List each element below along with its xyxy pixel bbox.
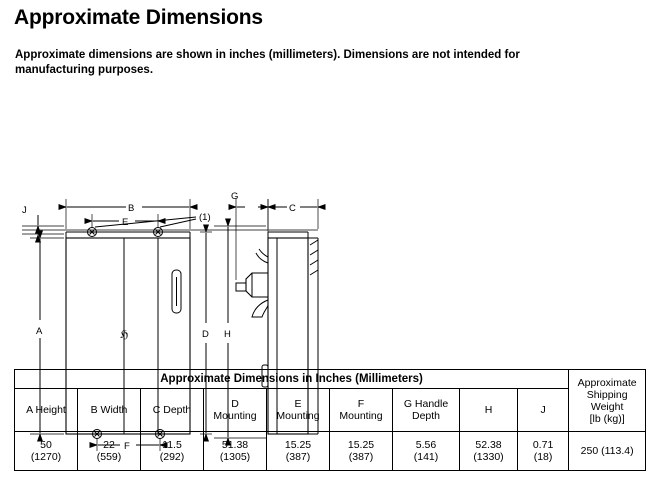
- label-a: A: [36, 326, 43, 337]
- value-e: 15.25 (387): [267, 432, 330, 471]
- column-header-a: A Height: [15, 389, 78, 432]
- value-d: 51.38 (1305): [204, 432, 267, 471]
- label-b: B: [128, 203, 135, 214]
- shipping-header-line-4: [lb (kg)]: [589, 412, 625, 425]
- column-header-c: C Depth: [141, 389, 204, 432]
- dimensions-table: [14, 369, 646, 471]
- value-j: 0.71 (18): [518, 432, 569, 471]
- page-note: Approximate dimensions are shown in inches (millimeters). Dimensions are not intended for manufacturing purposes.: [15, 49, 520, 76]
- dimensions-table-wrap: [14, 369, 645, 471]
- shipping-weight-header: [569, 370, 646, 432]
- column-header-d: D Mounting: [204, 389, 267, 432]
- column-header-h: H: [460, 389, 518, 432]
- table-header-row-2: [15, 389, 646, 432]
- value-c: 11.5 (292): [141, 432, 204, 471]
- label-h: H: [224, 329, 231, 340]
- span-header: Approximate Dimensions in Inches (Millimeters): [15, 370, 569, 389]
- value-b: 22 (559): [78, 432, 141, 471]
- label-e: E: [122, 217, 129, 228]
- label-c: C: [289, 203, 296, 214]
- label-f: F: [124, 441, 130, 452]
- shipping-header-line-2: Shipping: [586, 388, 628, 401]
- label-centerline: ℌ: [120, 329, 129, 341]
- value-g: 5.56 (141): [393, 432, 460, 471]
- column-header-b: B Width: [78, 389, 141, 432]
- column-header-j: J: [518, 389, 569, 432]
- shipping-header-line-3: Weight: [590, 400, 624, 413]
- value-shipping-weight: 250 (113.4): [569, 432, 646, 471]
- table-header-row-1: [15, 370, 646, 389]
- value-a: 50 (1270): [15, 432, 78, 471]
- column-header-e: E Mounting: [267, 389, 330, 432]
- page-title: Approximate Dimensions: [14, 6, 263, 29]
- value-f: 15.25 (387): [330, 432, 393, 471]
- value-h: 52.38 (1330): [460, 432, 518, 471]
- label-j-left: J: [22, 205, 27, 216]
- label-note-1: (1): [199, 212, 211, 223]
- label-d: D: [202, 329, 209, 340]
- shipping-header-line-1: Approximate: [577, 376, 637, 389]
- column-header-f: F Mounting: [330, 389, 393, 432]
- table-row: [15, 432, 646, 471]
- column-header-g: G Handle Depth: [393, 389, 460, 432]
- label-g: G: [231, 191, 239, 202]
